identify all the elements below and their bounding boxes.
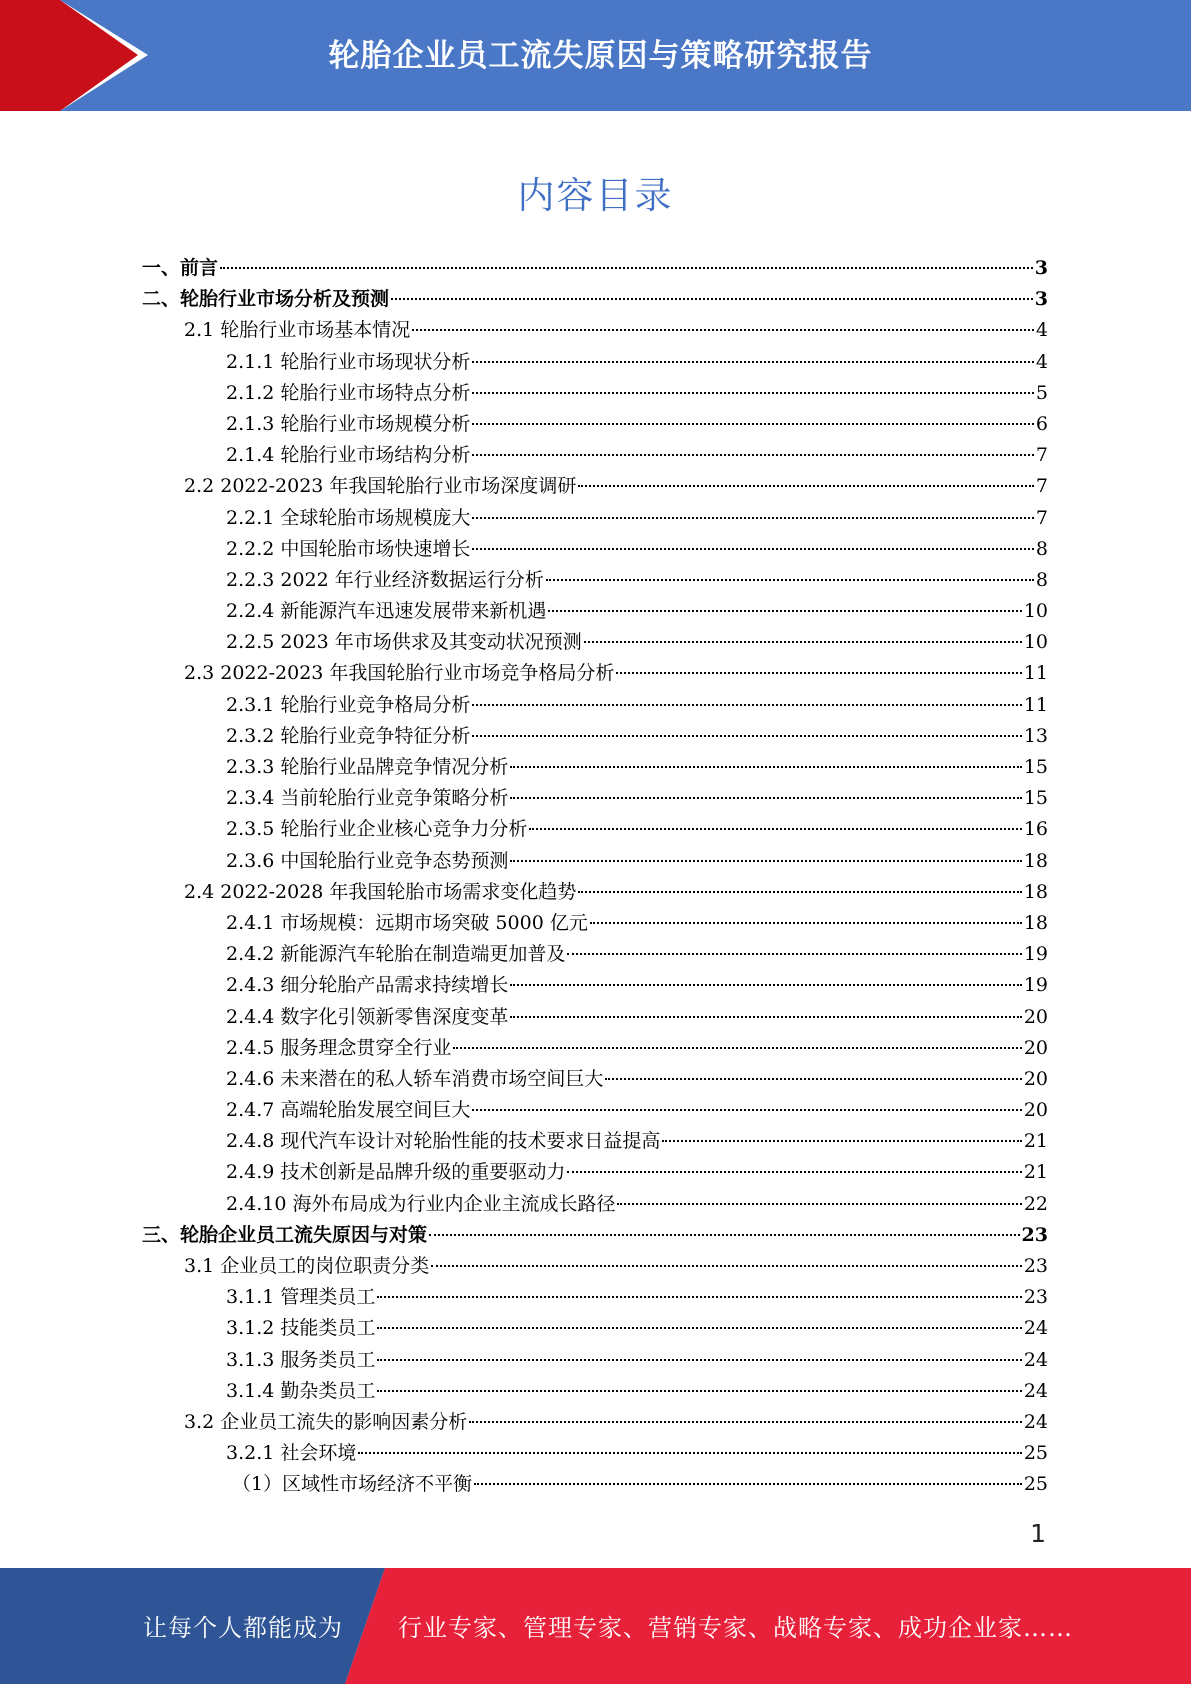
- toc-leader-dots: [510, 797, 1021, 799]
- toc-entry-title: 2.3.3 轮胎行业品牌竞争情况分析: [226, 756, 509, 778]
- toc-leader-dots: [605, 1078, 1021, 1080]
- toc-entry[interactable]: [142, 690, 1048, 721]
- toc-entry[interactable]: [142, 783, 1048, 814]
- toc-entry-page: 6: [1035, 412, 1048, 435]
- toc-heading: 内容目录: [517, 174, 674, 217]
- toc-entry-page: 25: [1023, 1442, 1048, 1465]
- toc-entry-page: 24: [1023, 1317, 1048, 1340]
- toc-entry-page: 11: [1023, 693, 1048, 716]
- toc-leader-dots: [567, 1171, 1021, 1173]
- toc-entry[interactable]: [142, 1407, 1048, 1438]
- toc-entry-title: 2.1.4 轮胎行业市场结构分析: [226, 444, 471, 467]
- toc-entry-title: 3.2 企业员工流失的影响因素分析: [184, 1410, 468, 1433]
- toc-leader-dots: [529, 828, 1021, 830]
- toc-entry-title: 2.4.5 服务理念贯穿全行业: [226, 1036, 452, 1059]
- toc-entry[interactable]: [142, 1313, 1048, 1344]
- toc-entry[interactable]: [142, 409, 1048, 440]
- toc-entry-page: 23: [1021, 1223, 1048, 1246]
- toc-entry-page: 4: [1035, 319, 1048, 342]
- toc-leader-dots: [472, 454, 1034, 456]
- toc-entry[interactable]: [142, 1157, 1048, 1188]
- toc-entry[interactable]: [142, 315, 1048, 346]
- toc-entry[interactable]: [142, 1220, 1048, 1251]
- toc-entry-title: 2.4.10 海外布局成为行业内企业主流成长路径: [226, 1192, 616, 1215]
- toc-entry-title: 2.3.6 中国轮胎行业竞争态势预测: [226, 849, 509, 872]
- toc-entry-title: 2.3.4 当前轮胎行业竞争策略分析: [226, 787, 509, 810]
- toc-entry-title: 3.2.1 社会环境: [226, 1442, 357, 1465]
- toc-entry-page: 11: [1023, 662, 1048, 685]
- toc-entry-title: 3.1.1 管理类员工: [226, 1286, 376, 1309]
- toc-entry-title: 2.3 2022-2023 年我国轮胎行业市场竞争格局分析: [184, 662, 615, 685]
- toc-leader-dots: [429, 1234, 1020, 1236]
- page-footer: [0, 1568, 1191, 1684]
- toc-entry-title: 3.1.2 技能类员工: [226, 1317, 376, 1340]
- toc-leader-dots: [617, 1203, 1021, 1205]
- toc-entry-title: 2.2.4 新能源汽车迅速发展带来新机遇: [226, 600, 547, 623]
- toc-leader-dots: [377, 1296, 1021, 1298]
- toc-entry-title: 2.4.3 细分轮胎产品需求持续增长: [226, 974, 509, 997]
- toc-leader-dots: [472, 548, 1034, 550]
- toc-leader-dots: [472, 735, 1021, 737]
- toc-entry-title: 2.1.3 轮胎行业市场规模分析: [226, 412, 471, 435]
- toc-entry-page: 16: [1023, 818, 1048, 841]
- toc-entry[interactable]: [142, 284, 1048, 315]
- toc-entry-title: 2.4.9 技术创新是品牌升级的重要驱动力: [226, 1161, 566, 1184]
- toc-entry[interactable]: [142, 1438, 1048, 1469]
- toc-leader-dots: [472, 517, 1034, 519]
- toc-entry-page: 10: [1023, 631, 1048, 654]
- toc-entry-title: 2.4.8 现代汽车设计对轮胎性能的技术要求日益提高: [226, 1130, 661, 1153]
- toc-entry[interactable]: [142, 752, 1048, 783]
- footer-slogan-right: 行业专家、管理专家、营销专家、战略专家、成功企业家……: [398, 1614, 1073, 1642]
- toc-entry-page: 7: [1035, 444, 1048, 467]
- toc-entry-title: 2.4.6 未来潜在的私人轿车消费市场空间巨大: [226, 1067, 604, 1090]
- toc-entry-page: 24: [1023, 1379, 1048, 1402]
- toc-entry-title: 一、前言: [142, 257, 219, 279]
- toc-entry[interactable]: [142, 347, 1048, 378]
- toc-leader-dots: [472, 704, 1021, 706]
- toc-leader-dots: [453, 1047, 1021, 1049]
- toc-entry-title: 二、轮胎行业市场分析及预测: [142, 288, 390, 311]
- toc-leader-dots: [662, 1140, 1021, 1142]
- toc-entry-title: 2.4.4 数字化引领新零售深度变革: [226, 1005, 509, 1028]
- page-number: 1: [1030, 1519, 1046, 1548]
- toc-entry[interactable]: [142, 658, 1048, 689]
- toc-entry-title: 2.4.2 新能源汽车轮胎在制造端更加普及: [226, 943, 566, 966]
- toc-entry[interactable]: [142, 1251, 1048, 1282]
- toc-entry[interactable]: [142, 1345, 1048, 1376]
- toc-entry-page: 21: [1023, 1130, 1048, 1153]
- toc-entry-page: 24: [1023, 1348, 1048, 1371]
- toc-leader-dots: [391, 298, 1033, 300]
- toc-entry[interactable]: [142, 1002, 1048, 1033]
- toc-entry-title: 3.1 企业员工的岗位职责分类: [184, 1255, 430, 1277]
- toc-entry[interactable]: [142, 1126, 1048, 1157]
- toc-entry-page: 5: [1035, 381, 1048, 404]
- toc-entry[interactable]: [142, 846, 1048, 877]
- toc-entry-page: 15: [1023, 787, 1048, 810]
- toc-entry-title: 3.1.4 勤杂类员工: [226, 1379, 376, 1402]
- toc-entry[interactable]: [142, 721, 1048, 752]
- toc-entry-page: 21: [1023, 1161, 1048, 1184]
- toc-leader-dots: [358, 1452, 1021, 1454]
- toc-leader-dots: [548, 610, 1021, 612]
- toc-entry-page: 23: [1023, 1286, 1048, 1309]
- toc-entry[interactable]: [142, 814, 1048, 845]
- toc-entry-title: 2.4 2022-2028 年我国轮胎市场需求变化趋势: [184, 880, 577, 903]
- toc-leader-dots: [567, 953, 1021, 955]
- table-of-contents: [142, 253, 1048, 1501]
- toc-leader-dots: [474, 1483, 1022, 1485]
- toc-entry[interactable]: [142, 908, 1048, 939]
- toc-entry[interactable]: [142, 1033, 1048, 1064]
- toc-leader-dots: [578, 891, 1021, 893]
- toc-entry-page: 4: [1035, 350, 1048, 373]
- toc-entry-title: 2.2.5 2023 年市场供求及其变动状况预测: [226, 631, 582, 654]
- toc-leader-dots: [469, 1421, 1022, 1423]
- toc-leader-dots: [510, 766, 1021, 768]
- toc-leader-dots: [616, 672, 1021, 674]
- toc-entry-page: 3: [1034, 257, 1048, 279]
- toc-entry-title: 2.2.1 全球轮胎市场规模庞大: [226, 506, 471, 529]
- toc-entry-page: 10: [1023, 600, 1048, 623]
- toc-entry[interactable]: [142, 970, 1048, 1001]
- toc-leader-dots: [377, 1359, 1021, 1361]
- toc-entry[interactable]: [142, 596, 1048, 627]
- toc-entry-title: 2.1.1 轮胎行业市场现状分析: [226, 350, 471, 373]
- toc-leader-dots: [220, 267, 1033, 269]
- toc-entry[interactable]: [142, 378, 1048, 409]
- toc-entry-title: 2.4.1 市场规模：远期市场突破 5000 亿元: [226, 911, 588, 934]
- toc-entry[interactable]: [142, 1095, 1048, 1126]
- toc-entry-page: 13: [1023, 724, 1048, 747]
- toc-leader-dots: [510, 984, 1021, 986]
- toc-entry-title: 3.1.3 服务类员工: [226, 1348, 376, 1371]
- toc-entry-title: 2.2.2 中国轮胎市场快速增长: [226, 537, 471, 560]
- toc-entry-title: 2.3.2 轮胎行业竞争特征分析: [226, 724, 471, 747]
- toc-entry-page: 23: [1023, 1255, 1048, 1277]
- toc-entry-page: 20: [1023, 1099, 1048, 1122]
- toc-leader-dots: [578, 485, 1033, 487]
- toc-entry-page: 20: [1023, 1067, 1048, 1090]
- toc-entry-title: 2.3.1 轮胎行业竞争格局分析: [226, 693, 471, 716]
- toc-entry-page: 18: [1023, 849, 1048, 872]
- toc-leader-dots: [377, 1327, 1021, 1329]
- toc-entry-page: 7: [1035, 475, 1048, 498]
- toc-leader-dots: [431, 1265, 1022, 1267]
- toc-leader-dots: [590, 922, 1022, 924]
- toc-entry-page: 7: [1035, 506, 1048, 529]
- toc-leader-dots: [472, 392, 1034, 394]
- toc-leader-dots: [546, 579, 1034, 581]
- toc-leader-dots: [377, 1390, 1021, 1392]
- toc-entry-page: 19: [1023, 974, 1048, 997]
- toc-entry-page: 15: [1023, 756, 1048, 778]
- page-header: [0, 0, 1191, 111]
- toc-entry-page: 20: [1023, 1036, 1048, 1059]
- toc-leader-dots: [412, 329, 1034, 331]
- toc-entry-title: 2.1.2 轮胎行业市场特点分析: [226, 381, 471, 404]
- toc-leader-dots: [472, 423, 1034, 425]
- toc-entry-title: （1）区域性市场经济不平衡: [232, 1473, 473, 1496]
- toc-entry-page: 24: [1023, 1410, 1048, 1433]
- toc-entry-title: 2.3.5 轮胎行业企业核心竞争力分析: [226, 818, 528, 841]
- report-title: 轮胎企业员工流失原因与策略研究报告: [328, 38, 873, 74]
- toc-entry-title: 2.1 轮胎行业市场基本情况: [184, 319, 411, 342]
- toc-entry-page: 3: [1034, 288, 1048, 311]
- toc-entry[interactable]: [142, 1376, 1048, 1407]
- toc-entry-title: 2.2.3 2022 年行业经济数据运行分析: [226, 568, 544, 591]
- toc-entry[interactable]: [142, 1064, 1048, 1095]
- toc-entry-page: 18: [1023, 880, 1048, 903]
- toc-leader-dots: [510, 1016, 1021, 1018]
- toc-entry-page: 25: [1023, 1473, 1048, 1496]
- toc-leader-dots: [472, 361, 1034, 363]
- toc-entry-page: 18: [1023, 911, 1048, 934]
- toc-entry-page: 8: [1035, 537, 1048, 560]
- toc-entry[interactable]: [142, 939, 1048, 970]
- toc-leader-dots: [584, 641, 1022, 643]
- toc-entry[interactable]: [142, 565, 1048, 596]
- toc-entry[interactable]: [142, 877, 1048, 908]
- toc-entry[interactable]: [142, 534, 1048, 565]
- toc-entry[interactable]: [142, 503, 1048, 534]
- toc-entry-page: 20: [1023, 1005, 1048, 1028]
- toc-entry[interactable]: [142, 471, 1048, 502]
- toc-entry-title: 三、轮胎企业员工流失原因与对策: [142, 1223, 428, 1246]
- footer-slogan-left: 让每个人都能成为: [143, 1614, 343, 1642]
- toc-entry[interactable]: [142, 1282, 1048, 1313]
- toc-entry[interactable]: [142, 440, 1048, 471]
- toc-entry-page: 19: [1023, 943, 1048, 966]
- toc-leader-dots: [510, 860, 1021, 862]
- toc-entry[interactable]: [142, 1469, 1048, 1500]
- toc-entry[interactable]: [142, 1189, 1048, 1220]
- toc-entry-page: 8: [1035, 568, 1048, 591]
- toc-entry[interactable]: [142, 253, 1048, 284]
- toc-entry-page: 22: [1023, 1192, 1048, 1215]
- toc-entry[interactable]: [142, 627, 1048, 658]
- toc-entry-title: 2.2 2022-2023 年我国轮胎行业市场深度调研: [184, 475, 577, 498]
- toc-leader-dots: [472, 1109, 1021, 1111]
- toc-entry-title: 2.4.7 高端轮胎发展空间巨大: [226, 1099, 471, 1122]
